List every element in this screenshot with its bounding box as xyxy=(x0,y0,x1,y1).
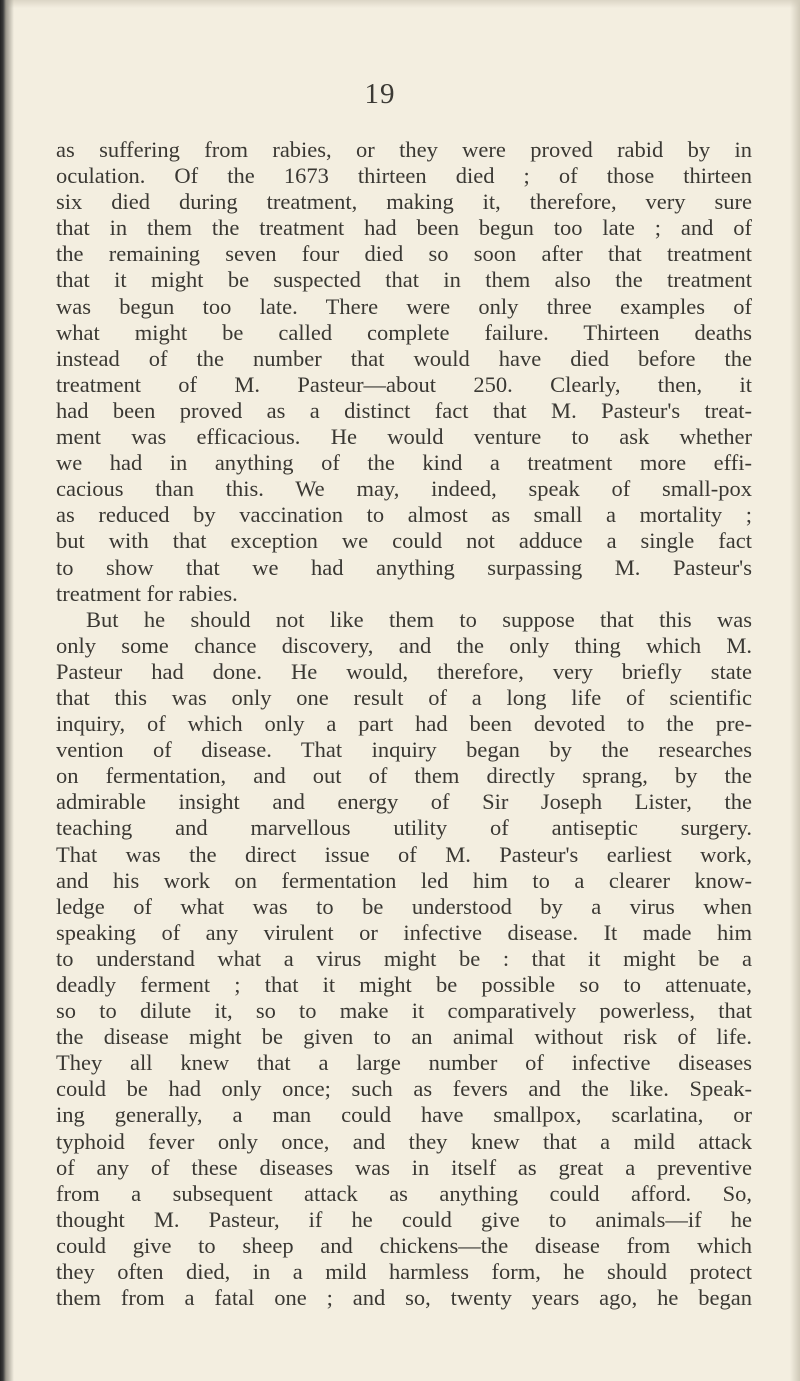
text-line: to understand what a virus might be : that it might be a xyxy=(56,945,752,971)
page-top-edge xyxy=(0,0,800,8)
text-line: vention of disease. That inquiry began by the researches xyxy=(56,737,752,763)
text-line: but with that exception we could not adduce a single fact xyxy=(56,528,752,554)
text-line: that in them the treatment had been begun too late ; and of xyxy=(56,215,752,241)
text-line: so to dilute it, so to make it comparatively powerless, that xyxy=(56,998,752,1024)
text-line: only some chance discovery, and the only thing which M. xyxy=(56,632,752,658)
text-line: thought M. Pasteur, if he could give to animals—if he xyxy=(56,1206,752,1232)
text-line: teaching and marvellous utility of antiseptic surgery. xyxy=(56,815,752,841)
text-line: That was the direct issue of M. Pasteur's earliest work, xyxy=(56,841,752,867)
text-line: They all knew that a large number of infective diseases xyxy=(56,1050,752,1076)
binding-shadow xyxy=(0,0,14,1381)
text-line: had been proved as a distinct fact that M. Pasteur's treat- xyxy=(56,397,752,423)
text-line: inquiry, of which only a part had been devoted to the pre- xyxy=(56,711,752,737)
text-line: admirable insight and energy of Sir Joseph Lister, the xyxy=(56,789,752,815)
body-text xyxy=(56,137,752,1311)
text-line: six died during treatment, making it, therefore, very sure xyxy=(56,189,752,215)
text-line: and his work on fermentation led him to a clearer know- xyxy=(56,867,752,893)
text-line: the remaining seven four died so soon after that treatment xyxy=(56,241,752,267)
page-number: 19 xyxy=(364,78,396,110)
text-line: could give to sheep and chickens—the disease from which xyxy=(56,1232,752,1258)
text-line: they often died, in a mild harmless form, he should protect xyxy=(56,1259,752,1285)
text-line: But he should not like them to suppose that this was xyxy=(86,606,752,632)
text-line: from a subsequent attack as anything could afford. So, xyxy=(56,1180,752,1206)
text-line: we had in anything of the kind a treatment more effi- xyxy=(56,450,752,476)
text-line: as suffering from rabies, or they were proved rabid by in xyxy=(56,137,752,162)
text-line: to show that we had anything surpassing M. Pasteur's xyxy=(56,554,752,580)
text-line: that it might be suspected that in them also the treatment xyxy=(56,267,752,293)
text-line: on fermentation, and out of them directly sprang, by the xyxy=(56,763,752,789)
text-line: ledge of what was to be understood by a virus when xyxy=(56,893,752,919)
text-line: typhoid fever only once, and they knew that a mild attack xyxy=(56,1128,752,1154)
text-line: ing generally, a man could have smallpox, scarlatina, or xyxy=(56,1102,752,1128)
text-line: instead of the number that would have died before the xyxy=(56,345,752,371)
text-line: them from a fatal one ; and so, twenty years ago, he began xyxy=(56,1285,752,1311)
text-line: deadly ferment ; that it might be possible so to attenuate, xyxy=(56,972,752,997)
text-line: oculation. Of the 1673 thirteen died ; of those thirteen xyxy=(56,163,752,189)
page-right-edge xyxy=(790,0,800,1381)
text-line: ment was efficacious. He would venture to ask whether xyxy=(56,424,752,450)
text-line: was begun too late. There were only three examples of xyxy=(56,293,752,319)
text-line: could be had only once; such as fevers and the like. Speak- xyxy=(56,1076,752,1102)
text-line: that this was only one result of a long life of scientific xyxy=(56,684,752,710)
text-line: speaking of any virulent or infective disease. It made him xyxy=(56,919,752,945)
text-line: Pasteur had done. He would, therefore, very briefly state xyxy=(56,658,752,684)
text-line: of any of these diseases was in itself as great a preventive xyxy=(56,1154,752,1180)
text-line: the disease might be given to an animal without risk of life. xyxy=(56,1024,752,1050)
text-line: cacious than this. We may, indeed, speak of small-pox xyxy=(56,476,752,502)
text-line: as reduced by vaccination to almost as small a mortality ; xyxy=(56,502,752,528)
text-line: what might be called complete failure. Thirteen deaths xyxy=(56,319,752,345)
text-line: treatment for rabies. xyxy=(56,580,238,606)
text-line: treatment of M. Pasteur—about 250. Clearly, then, it xyxy=(56,371,752,397)
